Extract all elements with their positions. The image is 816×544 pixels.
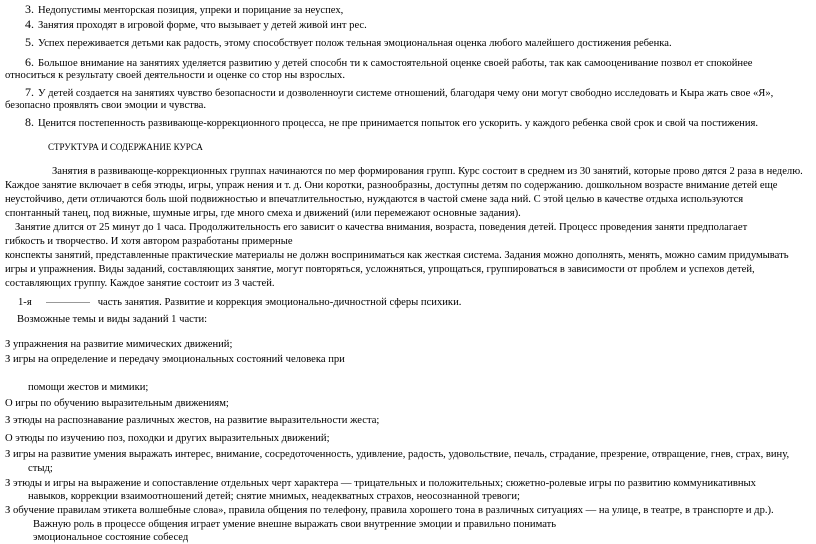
paragraph-line: Занятие длится от 25 минут до 1 часа. Продолжительность его зависит о качества внимания, возраста, поведения детей. Процесс проведения заняти предполагает [15, 222, 748, 233]
principle-6-cont: относиться к результату своей деятельности и оценке со стор ны взрослых. [5, 70, 345, 81]
list-item: З игры на развитие умения выражать интерес, внимание, сосредоточенность, удивление, радость, удовольствие, печаль, страдание, презрение, отвращение, гнев, страх, вину, [5, 449, 790, 460]
paragraph-line: эмоциональное состояние собесед [33, 532, 189, 543]
list-item-cont: стыд; [28, 463, 53, 474]
paragraph-line: конспекты занятий, представленные практические материалы не должн восприниматься как жесткая система. Задания можно дополнять, менять, можно самим придумывать [5, 250, 789, 261]
principle-7-cont: безопасно проявлять свои эмоции и чувства. [5, 100, 207, 111]
section-heading: СТРУКТУРА И СОДЕРЖАНИЕ КУРСА [48, 142, 203, 152]
principle-7: 7. У детей создается на занятиях чувство безопасности и дозволенноуги системе отношений, благодаря чему они могут свободно исследовать и Кыра жать свое «Я», [25, 85, 774, 99]
principle-5: 5. Успех переживается детьми как радость, этому способствует полож тельная эмоциональная оценка любого малейшего достижения ребенка. [25, 35, 672, 49]
paragraph-line: неустойчиво, дети отличаются боль шой подвижностью и впечатлительностью, нуждаются в частой смене зада ний. С этой целью в качестве отдыха используются [5, 194, 744, 205]
paragraph-line: спонтанный танец, под вижные, шумные игры, где много смеха и движений (или перемежают основные задания). [5, 208, 521, 219]
list-item: З этюды и игры на выражение и сопоставление отдельных черт характера — трицательных и положительных; сюжетно-ролевые игры по развитию коммуникативных [5, 478, 756, 489]
list-item: О этюды по изучению поз, походки и других выразительных движений; [5, 433, 330, 444]
paragraph-line: Каждое занятие включает в себя этюды, игры, упраж нения и т. д. Они коротки, разнообразны, доступны детям по содержанию. дошкольном возрасте внимание детей еще [5, 180, 778, 191]
paragraph-line: Важную роль в процессе общения играет умение внешне выражать свои внутренние эмоции и правильно понимать [33, 519, 557, 530]
part-divider [46, 302, 90, 303]
list-item: З этюды на распознавание различных жестов, на развитие выразительности жеста; [5, 415, 380, 426]
list-item: З упражнения на развитие мимических движений; [5, 339, 233, 350]
paragraph-line: игры и упражнения. Виды заданий, составляющих занятие, могут повторяться, усложняться, упрощаться, группироваться в зависимости от проблем и успехов детей, [5, 264, 755, 275]
list-item-cont: навыков, коррекции взаимоотношений детей; снятие мнимых, неадекватных страхов, неосознанной тревоги; [28, 491, 520, 502]
paragraph-line: Занятия в развивающе-коррекционных группах начинаются по мер формирования групп. Курс состоит в среднем из 30 занятий, которые прово дятся 2 раза в неделю. [52, 166, 803, 177]
principle-6: 6. Большое внимание на занятиях уделяется развитию у детей способн ти к самостоятельной оценке своей работы, так как самооценивание позвол ет спокойнее [25, 55, 753, 69]
paragraph-line: составляющих группу. Каждое занятие состоит из 3 частей. [5, 278, 275, 289]
list-item: З игры на определение и передачу эмоциональных состояний человека при [5, 354, 345, 365]
principle-3: 3. Недопустимы менторская позиция, упреки и порицание за неуспех, [25, 2, 344, 16]
principle-4: 4. Занятия проходят в игровой форме, что вызывает у детей живой инт рес. [25, 17, 367, 31]
paragraph-line: гибкость и творчество. И хотя автором разработаны примерные [5, 236, 293, 247]
list-item-cont: помощи жестов и мимики; [28, 382, 149, 393]
part-1-topics-intro: Возможные темы и виды заданий 1 части: [17, 314, 208, 325]
list-item: О игры по обучению выразительным движениям; [5, 398, 229, 409]
part-1-heading: 1-я часть занятия. Развитие и коррекция эмоционально-дичностной сферы психики. [18, 297, 462, 308]
list-item: З обучение правилам этикета волшебные слова», правила общения по телефону, правила хорошего тона в различных ситуациях — на улице, в театре, в транспорте и др.). [5, 505, 774, 516]
principle-8: 8. Ценится постепенность развивающе-коррекционного процесса, не пре принимается попыток его ускорить. у каждого ребенка свой срок и свой ча постижения. [25, 115, 759, 129]
